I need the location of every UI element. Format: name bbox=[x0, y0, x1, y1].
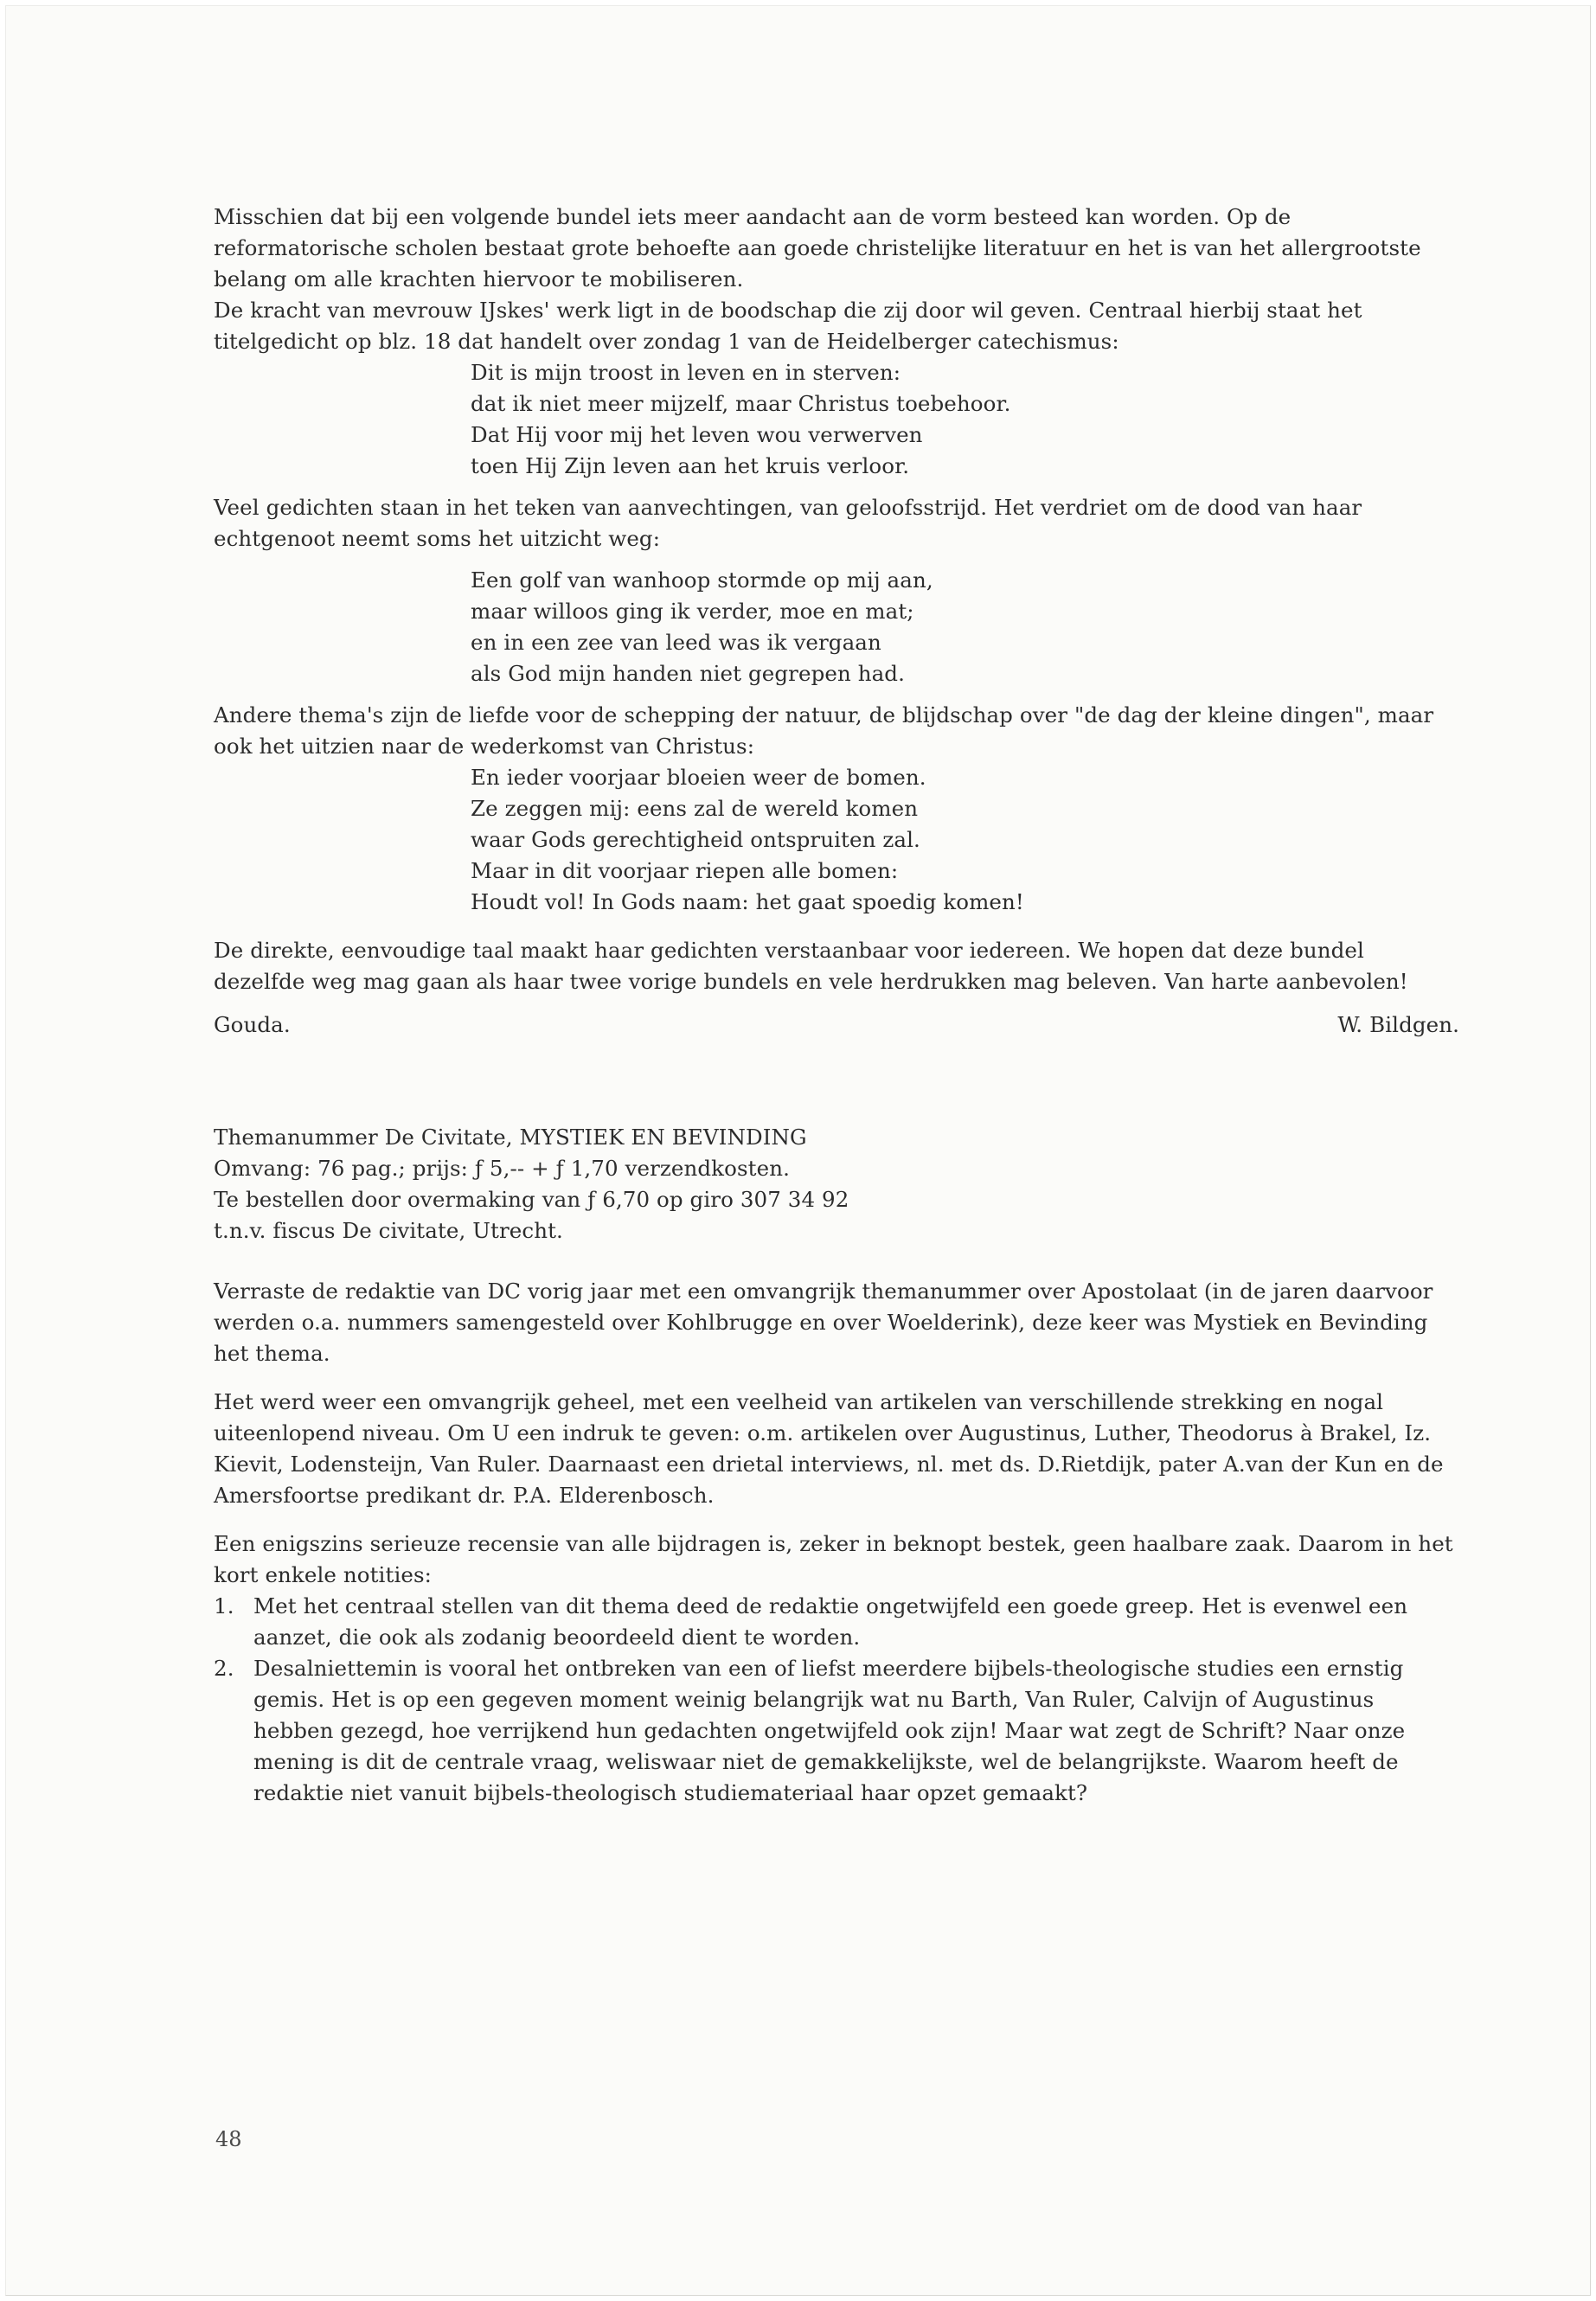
review-body bbox=[214, 1276, 1459, 1809]
poem-voorjaar bbox=[471, 762, 1459, 918]
paragraph-verraste: Verraste de redaktie van DC vorig jaar met een omvangrijk themanummer over Apostolaat (in de jaren daarvoor werden o.a. nummers samengesteld over Kohlbrugge en over Woelderink), deze keer was Mystiek en Bevinding het thema. bbox=[214, 1279, 1433, 1366]
paragraph-omvangrijk: Het werd weer een omvangrijk geheel, met een veelheid van artikelen van verschillende strekking en nogal uiteenlopend niveau. Om U een indruk te geven: o.m. artikelen over Augustinus, Luther, Theodorus à Brakel, Iz. Kievit, Lodensteijn, Van Ruler. Daarnaast een drietal interviews, nl. met ds. D.Rietdijk, pater A.van der Kun en de Amersfoortse predikant dr. P.A. Elderenbosch. bbox=[214, 1389, 1444, 1508]
note-text: Desalniettemin is vooral het ontbreken van een of liefst meerdere bijbels-theologische studies een ernstig gemis. Het is op een gegeven moment weinig belangrijk wat nu Barth, Van Ruler, Calvijn of Augustinus hebben gezegd, hoe verrijkend hun gedachten ongetwijfeld ook zijn! Maar wat zegt de Schrift? Naar onze mening is dit de centrale vraag, weliswaar niet de gemakkelijkste, wel de belangrijkste. Waarom heeft de redaktie niet vanuit bijbels-theologisch studiemateriaal haar opzet gemaakt? bbox=[253, 1656, 1406, 1805]
page-number: 48 bbox=[215, 2127, 242, 2151]
paragraph-kracht: De kracht van mevrouw IJskes' werk ligt in de boodschap die zij door wil geven. Centraal hierbij staat het titelgedicht op blz. 18 dat handelt over zondag 1 van de Heidelberger catechismus: bbox=[214, 298, 1362, 354]
poem-line: waar Gods gerechtigheid ontspruiten zal. bbox=[471, 827, 920, 852]
page-content bbox=[214, 202, 1459, 1809]
poem-line: als God mijn handen niet gegrepen had. bbox=[471, 661, 905, 686]
signature-author: W. Bildgen. bbox=[1337, 1012, 1459, 1037]
signature-row bbox=[214, 1009, 1459, 1041]
note-number: 1. bbox=[214, 1593, 234, 1618]
poem-line: maar willoos ging ik verder, moe en mat; bbox=[471, 599, 914, 624]
paragraph-direkte-taal: De direkte, eenvoudige taal maakt haar gedichten verstaanbaar voor iedereen. We hopen dat deze bundel dezelfde weg mag gaan als haar twee vorige bundels en vele herdrukken mag beleven. Van harte aanbevolen! bbox=[214, 938, 1408, 994]
list-item bbox=[214, 1591, 1459, 1653]
list-item bbox=[214, 1653, 1459, 1809]
publication-title: Themanummer De Civitate, MYSTIEK EN BEVINDING bbox=[214, 1125, 807, 1150]
poem-line: Een golf van wanhoop stormde op mij aan, bbox=[471, 567, 933, 593]
poem-line: Ze zeggen mij: eens zal de wereld komen bbox=[471, 796, 919, 821]
paragraph-recensie: Een enigszins serieuze recensie van alle bijdragen is, zeker in beknopt bestek, geen haalbare zaak. Daarom in het kort enkele notities: bbox=[214, 1531, 1453, 1587]
notes-list bbox=[214, 1591, 1459, 1809]
poem-line: toen Hij Zijn leven aan het kruis verloor. bbox=[471, 453, 910, 478]
poem-line: en in een zee van leed was ik vergaan bbox=[471, 630, 881, 655]
poem-line: dat ik niet meer mijzelf, maar Christus toebehoor. bbox=[471, 391, 1011, 416]
poem-line: Maar in dit voorjaar riepen alle bomen: bbox=[471, 858, 899, 883]
poem-wanhoop bbox=[471, 565, 1459, 689]
poem-line: Dit is mijn troost in leven en in sterven: bbox=[471, 360, 901, 385]
poem-troost bbox=[471, 357, 1459, 482]
paragraph-themas: Andere thema's zijn de liefde voor de schepping der natuur, de blijdschap over "de dag der kleine dingen", maar ook het uitzien naar de wederkomst van Christus: bbox=[214, 702, 1434, 759]
publication-info bbox=[214, 1122, 1459, 1247]
page-sheet bbox=[5, 5, 1591, 2296]
poem-line: Houdt vol! In Gods naam: het gaat spoedig komen! bbox=[471, 889, 1024, 914]
signature-place: Gouda. bbox=[214, 1012, 291, 1037]
publication-address: t.n.v. fiscus De civitate, Utrecht. bbox=[214, 1218, 563, 1243]
paragraph-aanvechtingen: Veel gedichten staan in het teken van aanvechtingen, van geloofsstrijd. Het verdriet om de dood van haar echtgenoot neemt soms het uitzicht weg: bbox=[214, 495, 1362, 551]
publication-price: Omvang: 76 pag.; prijs: ƒ 5,-- + ƒ 1,70 verzendkosten. bbox=[214, 1156, 790, 1181]
paragraph-vorm: Misschien dat bij een volgende bundel iets meer aandacht aan de vorm besteed kan worden. Op de reformatorische scholen bestaat grote behoefte aan goede christelijke literatuur en het is van het allergrootste belang om alle krachten hiervoor te mobiliseren. bbox=[214, 204, 1421, 292]
publication-order: Te bestellen door overmaking van ƒ 6,70 op giro 307 34 92 bbox=[214, 1187, 849, 1212]
poem-line: Dat Hij voor mij het leven wou verwerven bbox=[471, 422, 923, 447]
poem-line: En ieder voorjaar bloeien weer de bomen. bbox=[471, 765, 926, 790]
note-number: 2. bbox=[214, 1656, 234, 1681]
note-text: Met het centraal stellen van dit thema deed de redaktie ongetwijfeld een goede greep. Het is evenwel een aanzet, die ook als zodanig beoordeeld dient te worden. bbox=[253, 1593, 1408, 1650]
